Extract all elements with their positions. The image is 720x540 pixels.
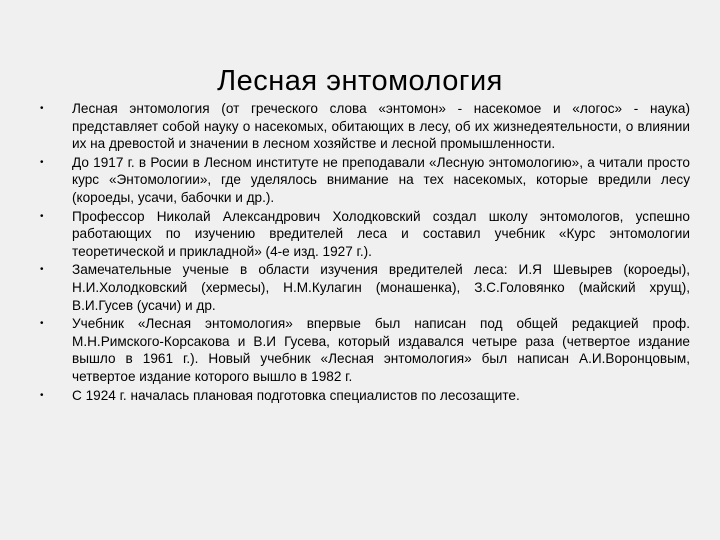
bullet-icon: • [40,210,44,222]
bullet-text: Лесная энтомология (от греческого слова «энтомон» - насекомое и «логос» - наука) представляет собой науку о насекомых, обитающих в лесу, об их жизнедеятельности, о влиянии их на древостой и значении в лесном хозяйстве и лесной промышленности. [72,101,690,152]
list-item [38,387,690,405]
list-item [38,154,690,207]
list-item [38,208,690,261]
bullet-icon: • [40,264,44,276]
bullet-icon: • [40,103,44,114]
bullet-list [38,100,690,405]
bullet-text: С 1924 г. началась плановая подготовка специалистов по лесозащите. [72,387,520,403]
list-item [38,315,690,385]
bullet-text: Замечательные ученые в области изучения вредителей леса: И.Я Шевырев (короеды), Н.И.Холодковский (хермесы), Н.М.Кулагин (монашенка), З.С.Головянко (майский хрущ), В.И.Гусев (усачи) и др. [72,262,690,313]
list-item [38,261,690,314]
list-item [38,100,690,153]
bullet-text: До 1917 г. в Росии в Лесном институте не преподавали «Лесную энтомологию», а читали просто курс «Энтомологии», где уделялось внимание на тех насекомых, которые вредили лесу (короеды, усачи, бабочки и др.). [72,154,690,205]
bullet-text: Учебник «Лесная энтомология» впервые был написан под общей редакцией проф. М.Н.Римского-Корсакова и В.И Гусева, который издавался четыре раза (четвертое издание вышло в 1961 г.). Новый учебник «Лесная энтомология» был написан А.И.Воронцовым, четвертое издание которого вышло в 1982 г. [72,316,690,384]
bullet-icon: • [40,389,44,401]
slide-title: Лесная энтомология [217,65,503,98]
bullet-icon: • [40,156,44,168]
bullet-text: Профессор Николай Александрович Холодковский создал школу энтомологов, успешно работающих по изучению вредителей леса и составил учебник «Курс энтомологии теоретической и прикладной» (4-е изд. 1927 г.). [72,208,690,259]
bullet-icon: • [40,318,44,330]
